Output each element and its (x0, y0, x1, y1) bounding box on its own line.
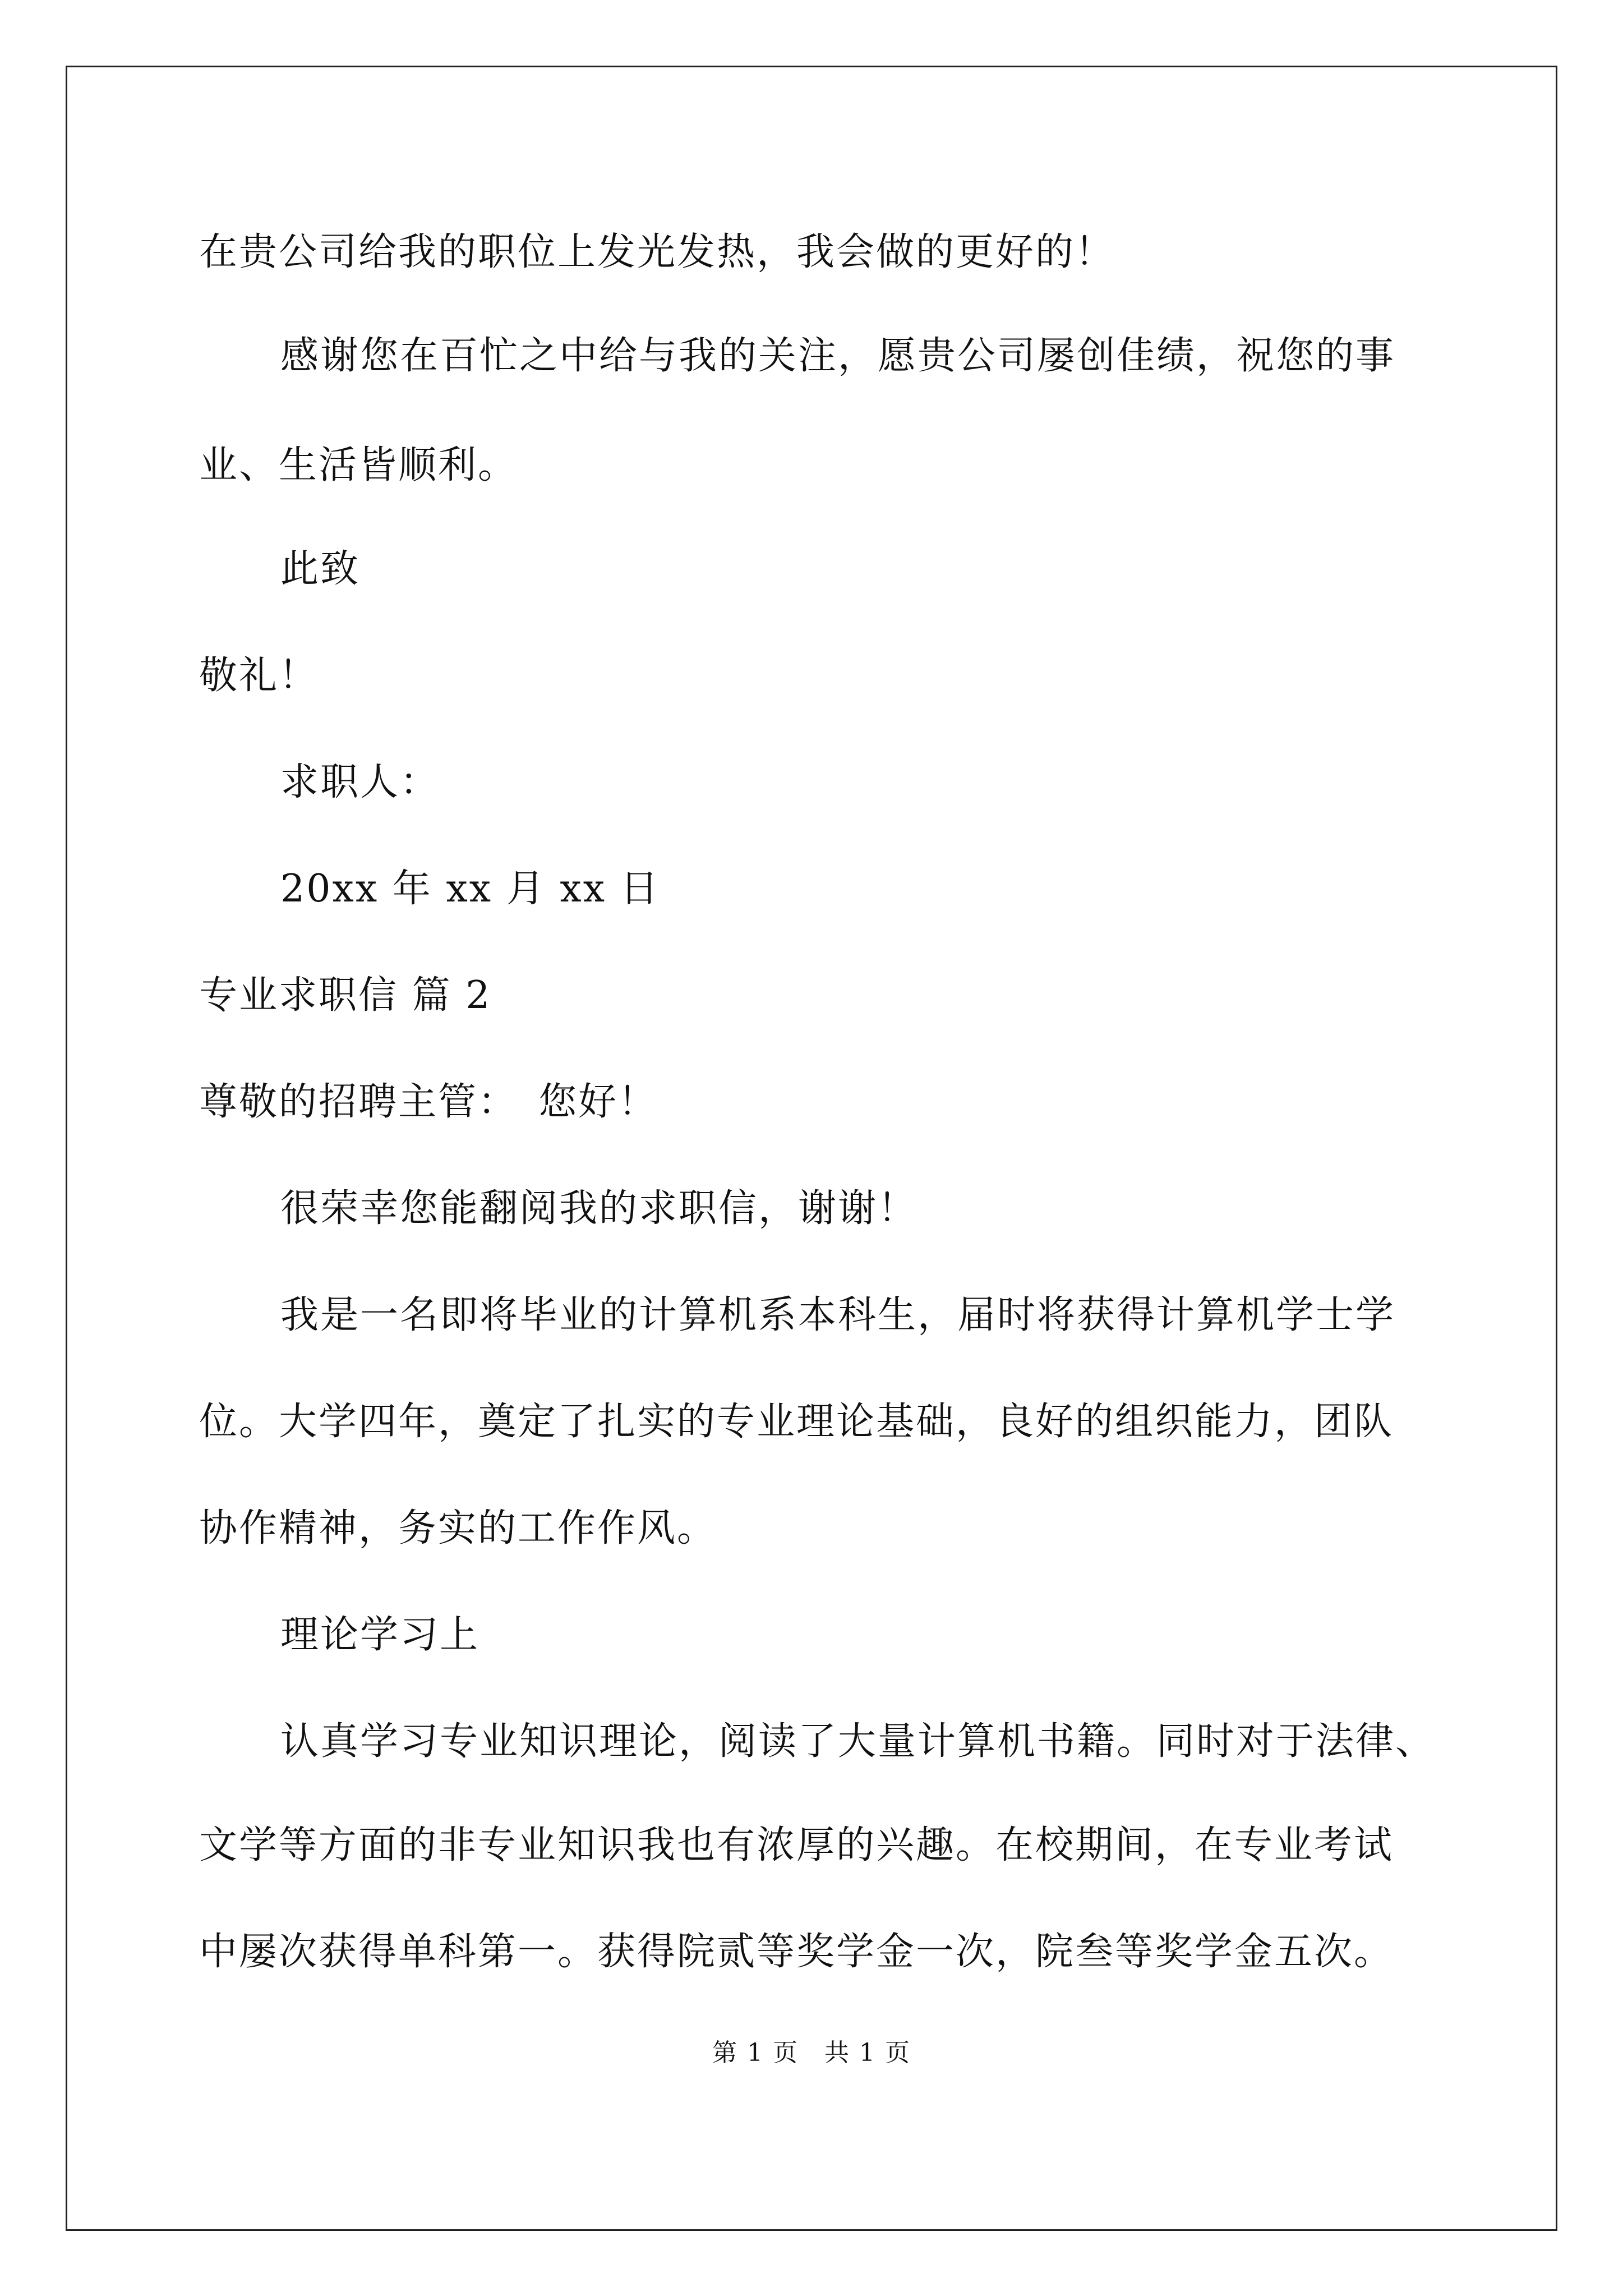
body-line: 文学等方面的非专业知识我也有浓厚的兴趣。在校期间，在专业考试 (199, 1823, 1394, 1867)
date-line: 20xx 年 xx 月 xx 日 (280, 867, 660, 911)
body-line: 中屡次获得单科第一。获得院贰等奖学金一次，院叁等奖学金五次。 (199, 1930, 1394, 1974)
body-line: 位。大学四年，奠定了扎实的专业理论基础，良好的组织能力，团队 (199, 1400, 1394, 1444)
body-line: 认真学习专业知识理论，阅读了大量计算机书籍。同时对于法律、 (280, 1719, 1436, 1764)
section-title: 专业求职信 篇 2 (199, 973, 492, 1018)
greeting-line: 尊敬的招聘主管： 您好！ (199, 1080, 658, 1124)
closing-regards: 敬礼！ (199, 654, 319, 698)
body-line: 感谢您在百忙之中给与我的关注，愿贵公司屡创佳绩，祝您的事 (280, 334, 1396, 378)
body-line: 很荣幸您能翻阅我的求职信，谢谢！ (280, 1186, 918, 1231)
applicant-label: 求职人： (280, 760, 440, 804)
page-footer: 第 1 页 共 1 页 (712, 2039, 911, 2067)
subheading: 理论学习上 (280, 1613, 480, 1657)
body-line: 在贵公司给我的职位上发光发热，我会做的更好的！ (199, 230, 1115, 274)
closing-salutation: 此致 (280, 547, 361, 591)
body-line: 协作精神，务实的工作作风。 (199, 1506, 717, 1550)
page-border (66, 66, 1557, 2231)
body-line: 我是一名即将毕业的计算机系本科生，届时将获得计算机学士学 (280, 1293, 1396, 1337)
body-line: 业、生活皆顺利。 (199, 443, 518, 487)
